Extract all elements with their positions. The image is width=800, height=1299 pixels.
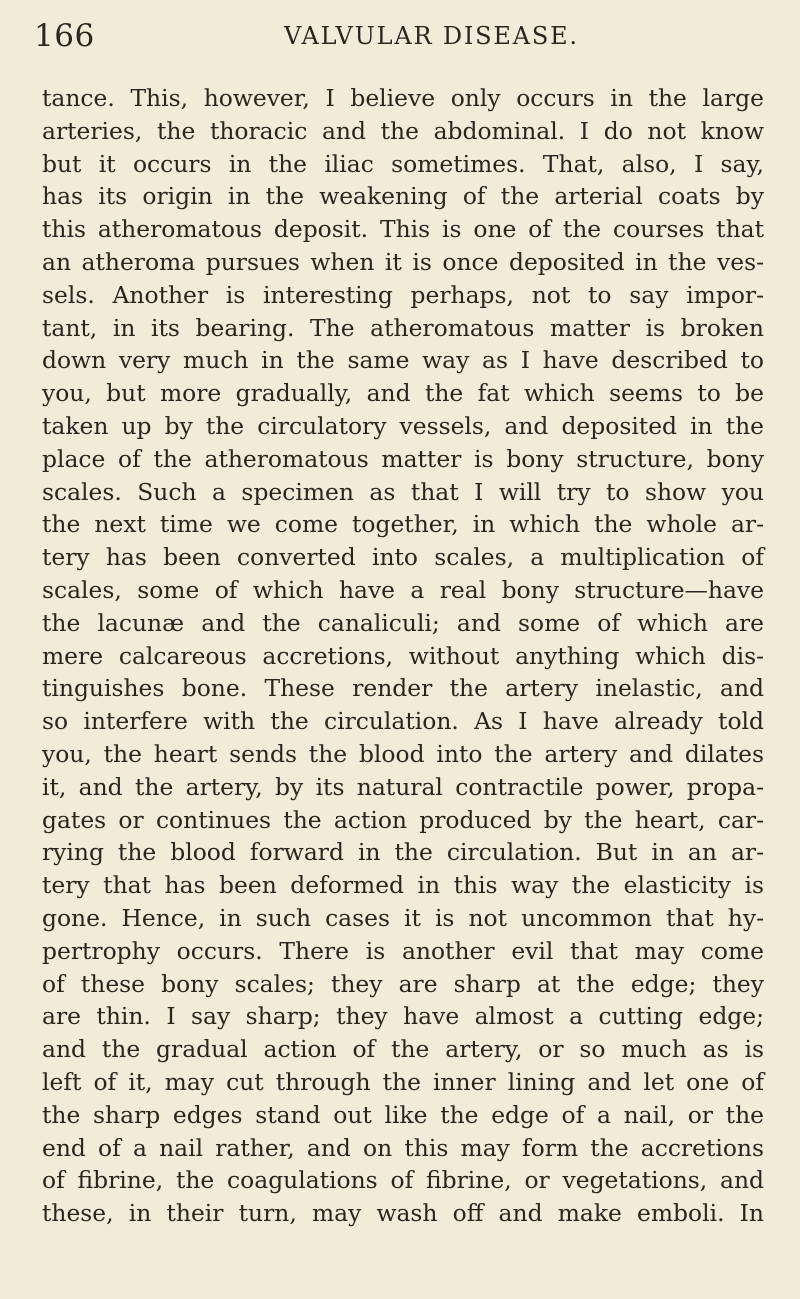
text-line: an atheroma pursues when it is once deposited in the ves- [42, 247, 764, 276]
text-line: but it occurs in the iliac sometimes. That, also, I say, [42, 149, 764, 178]
page-number: 166 [34, 18, 95, 54]
text-line: gates or continues the action produced by the heart, car- [42, 805, 764, 834]
text-line: the lacunæ and the canaliculi; and some of which are [42, 608, 764, 637]
text-line: rying the blood forward in the circulation. But in an ar- [42, 838, 764, 867]
text-line: you, the heart sends the blood into the artery and dilates [42, 739, 764, 768]
text-line: gone. Hence, in such cases it is not uncommon that hy- [42, 903, 764, 932]
text-line: tery that has been deformed in this way the elasticity is [42, 871, 764, 900]
text-line: place of the atheromatous matter is bony structure, bony [42, 444, 764, 473]
text-line: sels. Another is interesting perhaps, not to say impor- [42, 280, 764, 309]
text-line: has its origin in the weakening of the arterial coats by [42, 182, 764, 211]
text-line: this atheromatous deposit. This is one of the courses that [42, 215, 764, 244]
text-line: mere calcareous accretions, without anything which dis- [42, 641, 764, 670]
text-line: scales. Such a specimen as that I will try to show you [42, 477, 764, 506]
running-head [34, 18, 762, 58]
text-line: the next time we come together, in which the whole ar- [42, 510, 764, 539]
text-line: scales, some of which have a real bony structure—have [42, 575, 764, 604]
text-line: the sharp edges stand out like the edge of a nail, or the [42, 1100, 764, 1129]
text-line: tant, in its bearing. The atheromatous matter is broken [42, 313, 764, 342]
text-line: tance. This, however, I believe only occurs in the large [42, 84, 764, 112]
text-line: are thin. I say sharp; they have almost a cutting edge; [42, 1002, 764, 1031]
text-line: you, but more gradually, and the fat which seems to be [42, 379, 764, 408]
body-text [42, 82, 764, 1230]
text-line: and the gradual action of the artery, or so much as is [42, 1035, 764, 1064]
text-line: tery has been converted into scales, a multiplication of [42, 543, 764, 572]
text-line: of these bony scales; they are sharp at the edge; they [42, 969, 764, 998]
text-line: taken up by the circulatory vessels, and deposited in the [42, 411, 764, 440]
text-line: tinguishes bone. These render the artery inelastic, and [42, 674, 764, 703]
text-line: arteries, the thoracic and the abdominal. I do not know [42, 116, 764, 145]
text-line: so interfere with the circulation. As I have already told [42, 707, 764, 736]
text-line: of fibrine, the coagulations of fibrine, or vegetations, and [42, 1166, 764, 1195]
running-title: VALVULAR DISEASE. [284, 22, 579, 50]
text-line: pertrophy occurs. There is another evil that may come [42, 936, 764, 965]
text-line: left of it, may cut through the inner lining and let one of [42, 1067, 764, 1096]
text-line: it, and the artery, by its natural contractile power, propa- [42, 772, 764, 801]
text-line: down very much in the same way as I have described to [42, 346, 764, 375]
text-line: end of a nail rather, and on this may form the accretions [42, 1133, 764, 1162]
text-line: these, in their turn, may wash off and make emboli. In [42, 1199, 764, 1228]
